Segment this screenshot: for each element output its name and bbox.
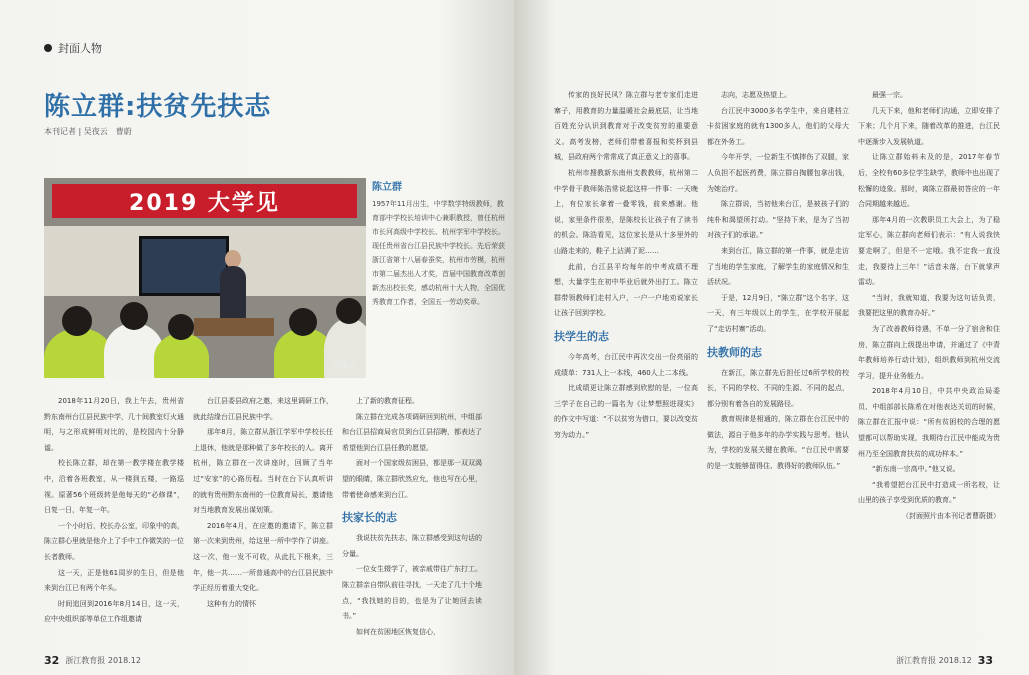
- section-tag: [44, 40, 102, 56]
- paragraph: 陈立群说，当初他来台江，是被孩子们的纯朴和渴望所打动。“坚持下来，是为了当初对孩子们的承诺。”: [707, 200, 849, 240]
- student-head: [289, 308, 317, 336]
- paragraph: 这一天，正是他61周岁的生日，但是他来到台江已有两个年头。: [44, 568, 184, 593]
- paragraph: 志向，志愿及热望上。: [721, 91, 791, 99]
- photo-credit-line: （封面照片由本刊记者曹蔚摄）: [902, 512, 1000, 521]
- subheading: 扶学生的志: [554, 329, 609, 343]
- bio-name: 陈立群: [372, 182, 402, 193]
- photo-credit: 吴夜云: [332, 360, 356, 369]
- cover-photo: [44, 178, 366, 378]
- paragraph: 比成绩更让陈立群感到欣慰的是，一位高三学子在自己的一篇名为《让梦想照进现实》的作文中写道：“不以贫穷为借口，要以改变贫穷为动力。”: [554, 384, 698, 439]
- paragraph: “我希望把台江民中打造成一所名校，让山里的孩子享受到优质的教育。”: [858, 480, 1000, 505]
- paragraph: 传家的良好民风？陈立群与老专家们走进寨子，用教育的力量温暖社会最底层，让当地百姓充分认识到教育对于改变贫穷的重要意义。高考发榜，老师们带着喜报和奖杯到县城，县政府两个常常成了真正意义上的喜事。: [554, 91, 698, 162]
- paragraph: 这种有力的情怀: [207, 599, 256, 608]
- bullet-icon: [44, 44, 52, 52]
- article-headline: 陈立群:扶贫先扶志: [44, 92, 272, 122]
- article-column-5: [707, 88, 849, 475]
- paragraph: 如何在贫困地区恢复信心，: [356, 627, 440, 636]
- paragraph: 今年高考，台江民中再次交出一份亮丽的成绩单：731人上一本线，460人上二本线。: [554, 352, 698, 377]
- article-column-6: [858, 88, 1000, 525]
- student-head: [336, 298, 362, 324]
- paragraph: 2018年4月10日，中共中央政治局委员、中组部部长陈希在对他表达关切的时候，陈立群在汇报中说：“所有贫困校的合理的愿望都可以帮助实现，我期待台江民中能成为贵州乃至全国教育扶贫的成功样本。”: [858, 387, 1000, 458]
- photo-banner: 2019 大学见: [52, 184, 357, 218]
- left-page: [0, 0, 514, 675]
- paragraph: 时间追回到2016年8月14日，这一天，应中央组织部等单位工作组邀请: [44, 599, 184, 624]
- teacher-figure: [220, 266, 246, 326]
- paragraph: 今年开学，一位新生不慎摔伤了双腿，家人负担不起医药费，陈立群自掏腰包拿出钱，为她治疗。: [707, 153, 849, 193]
- paragraph: 为了改善教师待遇，不单一分了宿舍和住房，陈立群向上级提出申请，并通过了《中青年教师培养行动计划》，组织教师到杭州交流学习，提升业务能力。: [858, 324, 1000, 380]
- paragraph: “当时，我就知道，我要为这句话负责，我要把这里的教育办好。”: [858, 293, 1000, 318]
- page-number: 32: [44, 654, 60, 667]
- student-head: [62, 306, 92, 336]
- bio-sidebar: [372, 178, 508, 309]
- student-head: [120, 302, 148, 330]
- paragraph: 校长陈立群，却在第一教学楼在教学楼中，沿着各班教室，从一楼到五楼，一路巡视。原著56个班级转是他每天的“必修课”，日复一日，年复一年。: [44, 459, 184, 515]
- paragraph: 杭州市搜教新东南州支教教师，杭州第二中学骨干教师陈浩常说起这样一件事：一天晚上，有位家长拿着一叠零钱，前来感谢。他说，家里条件很差，是陈校长让孩子有了读书的机会。陈浩看见，这位家长是从十多里外的山路走来的，鞋子上沾满了泥……: [554, 168, 698, 255]
- paragraph: 让陈立群始料未及的是，2017年春节后，全校有60多位学生缺学，教师中也出现了松懈的迹象。那时，离陈立群最初答应的一年合同期越来越近。: [858, 153, 1000, 209]
- article-byline: 本刊记者 | 吴夜云 曹蔚: [44, 127, 132, 136]
- folio-text: 浙江教育报 2018.12: [896, 656, 972, 665]
- section-label: 封面人物: [58, 42, 102, 55]
- paragraph: 台江民中3000多名学生中，来自建档立卡贫困家庭的就有1300多人，他们的父母大都在外务工。: [707, 106, 849, 146]
- paragraph: 我说扶贫先扶志，陈立群感受到这句话的分量。: [342, 534, 482, 558]
- paragraph: 面对一个国家级贫困县，都是那一双双渴望的眼睛，陈立群欣然应允，他也写在心里，带着使命感来到台江。: [342, 459, 482, 499]
- paragraph: 于是，12月9日，“陈立群”这个名字，这一天，有三年级以上的学生，在学校开展起了“走访村寨”活动。: [707, 293, 849, 333]
- page-number: 33: [977, 654, 993, 667]
- right-page: [514, 0, 1029, 675]
- subheading: 扶教师的志: [707, 345, 762, 359]
- paragraph: 一位女生辍学了，被亲戚带往广东打工。陈立群亲自带队前往寻找，一天走了几十个地点，“我找她的目的，也是为了让她回去读书。”: [342, 565, 482, 621]
- paragraph: 最强一宗。: [872, 91, 907, 99]
- bio-text: 1957年11月出生，中学数学特级教师，教育部中学校长培训中心兼职教授，曾任杭州市长河高级中学校长、杭州学军中学校长。现任贵州省台江县民族中学校长。先后荣获浙江省第十八届春蚕奖，杭州市劳模，杭州市第二届杰出人才奖，首届中国教育改革创新杰出校长奖，感动杭州十大人物，全国优秀教育工作者，全国五一劳动奖章。: [372, 200, 505, 306]
- paragraph: 教育规律是相通的，陈立群在台江民中的做法，源自于他多年的办学实践与思考。他认为，学校的发展关键在教师。“台江民中需要的是一支能够留得住、教得好的教师队伍。”: [707, 415, 849, 471]
- paragraph: 那年4月的一次教职员工大会上，为了稳定军心，陈立群向老师们表示：“有人说我快要走啊了，但是不一定哦。我不定我一直没走，我要待上三年！”话音未落，台下就掌声雷动。: [858, 215, 1000, 287]
- paragraph: 陈立群在完成各项调研回到杭州，中组部和台江县招商局官员到台江县招聘，都表达了希望他到台江县任教的愿望。: [342, 412, 482, 452]
- article-column-4: [554, 88, 698, 443]
- paragraph: 2016年4月，在应邀的邀请下，陈立群第一次来到贵州，给这里一所中学作了讲座。这一次，他一发不可收，从此扎下根来，三年，他一共……一所普通高中的台江县民族中学正经历着重大变化。: [193, 521, 333, 593]
- paragraph: 台江县委县政府之邀，来这里调研工作，就此结缘台江县民族中学。: [193, 397, 333, 421]
- paragraph: 几天下来，他和老师们沟通，立即安排了下来；几个月下来，随着改革的推进，台江民中逐渐步入发展轨道。: [858, 106, 1000, 146]
- article-column-1: [44, 394, 184, 628]
- paragraph: 此前，台江县平均每年的中考成绩不理想，大量学生在初中毕业后就外出打工。陈立群带领教师们走村入户，一户一户地劝说家长让孩子回到学校。: [554, 262, 698, 318]
- paragraph: 在新江，陈立群先后担任过6所学校的校长，不同的学校、不同的生源、不同的起点，都分别有着各自的发展路径。: [707, 368, 849, 408]
- paragraph: 上了新的教育征程。: [356, 397, 419, 405]
- lectern: [194, 318, 274, 336]
- paragraph: “新东南一宗高中。”他又说。: [872, 465, 960, 474]
- folio-text: 浙江教育报 2018.12: [65, 656, 141, 665]
- page-folio: [44, 654, 141, 667]
- page-folio: [896, 654, 993, 667]
- article-column-3: [342, 394, 482, 640]
- student-head: [168, 314, 194, 340]
- paragraph: 2018年11月20日，我上午去，贵州省黔东南州台江县民族中学，几十间教室灯火通明，与之形成鲜明对比的，是校园内十分静谧。: [44, 397, 184, 452]
- paragraph: 来到台江，陈立群的第一件事，就是走访了当地的学生家庭，了解学生的家庭情况和生活状况。: [707, 246, 849, 287]
- paragraph: 那年8月，陈立群从浙江学军中学校长任上退休，他就是那种做了多年校长的人。离开杭州，陈立群在一次讲座时，回顾了当年过“安家”的心路历程。当时在台下认真听讲的就有贵州黔东南州的一位教育局长，邀请他对当地教育发展出谋划策。: [193, 428, 333, 515]
- article-column-2: [193, 394, 333, 612]
- classroom-screen: [139, 236, 229, 296]
- paragraph: 一个小时后，校长办公室，印象中的高，陈立群心里就是他介上了手中工作微笑的一位长者教师。: [44, 521, 184, 561]
- subheading: 扶家长的志: [342, 511, 397, 525]
